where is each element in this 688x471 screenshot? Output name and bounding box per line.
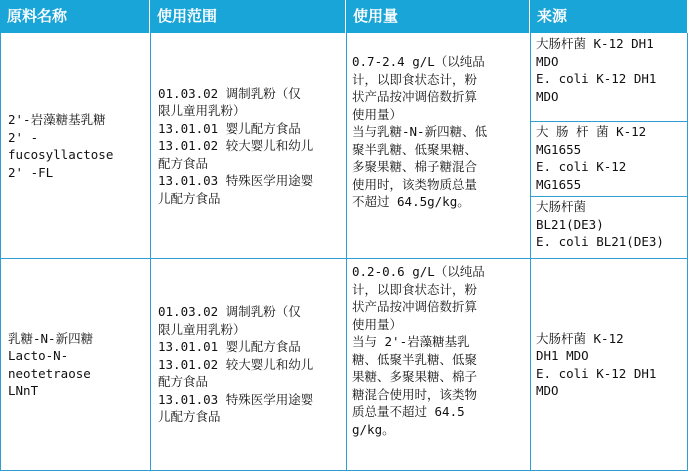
grid-line — [0, 33, 1, 471]
header-name: 原料名称 — [0, 0, 150, 33]
row1-source-3: 大肠杆菌 BL21(DE3) E. coli BL21(DE3) — [536, 199, 664, 249]
row2-scope — [158, 259, 344, 470]
grid-line — [150, 33, 151, 471]
row1-dosage: 0.7-2.4 g/L（以纯品 计，以即食状态计，粉 状产品按冲调倍数折算 使用量） 当与乳糖-N-新四糖、低 聚半乳糖、低聚果糖、 多聚果糖、棉子糖混合 使用时，该类物质总量 不超过 64.5g/kg。 — [352, 54, 488, 209]
row1-scope-text: 01.03.02 调制乳粉（仅 限儿童用乳粉） 13.01.01 婴儿配方食品 13.01.02 较大婴儿和幼儿 配方食品 13.01.03 特殊医学用途婴 儿配方食品 — [158, 85, 314, 206]
source-divider — [530, 121, 688, 122]
header-scope: 使用范围 — [150, 0, 346, 33]
row1-source-2: 大 肠 杆 菌 K-12 MG1655 E. coli K-12 MG1655 — [536, 124, 647, 192]
header-source: 来源 — [530, 0, 688, 33]
row1-scope — [158, 34, 344, 258]
row2-dosage: 0.2-0.6 g/L（以纯品 计，以即食状态计，粉 状产品按冲调倍数折算 使用量） 当与 2'-岩藻糖基乳 糖、低聚半乳糖、低聚 果糖、多聚果糖、棉子 糖混合使用时，该类物 质总量不超过 64.5 g/kg。 — [352, 264, 485, 437]
grid-line — [346, 33, 347, 471]
row2-scope-text: 01.03.02 调制乳粉（仅 限儿童用乳粉） 13.01.01 婴儿配方食品 13.01.02 较大婴儿和幼儿 配方食品 13.01.03 特殊医学用途婴 儿配方食品 — [158, 304, 314, 425]
row2-source — [536, 259, 686, 470]
header-dosage: 使用量 — [346, 0, 530, 33]
row2-name — [8, 259, 148, 470]
row1-name-text: 2'-岩藻糖基乳糖 2' - fucosyllactose 2' -FL — [8, 112, 114, 180]
row2-source-text: 大肠杆菌 K-12 DH1 MDO E. coli K-12 DH1 MDO — [536, 330, 657, 398]
source-divider — [530, 196, 688, 197]
row1-source-1: 大肠杆菌 K-12 DH1 MDO E. coli K-12 DH1 MDO — [536, 36, 657, 104]
row2-name-text: 乳糖-N-新四糖 Lacto-N- neotetraose LNnT — [8, 330, 94, 398]
grid-line — [530, 33, 531, 471]
row1-name — [8, 34, 148, 258]
